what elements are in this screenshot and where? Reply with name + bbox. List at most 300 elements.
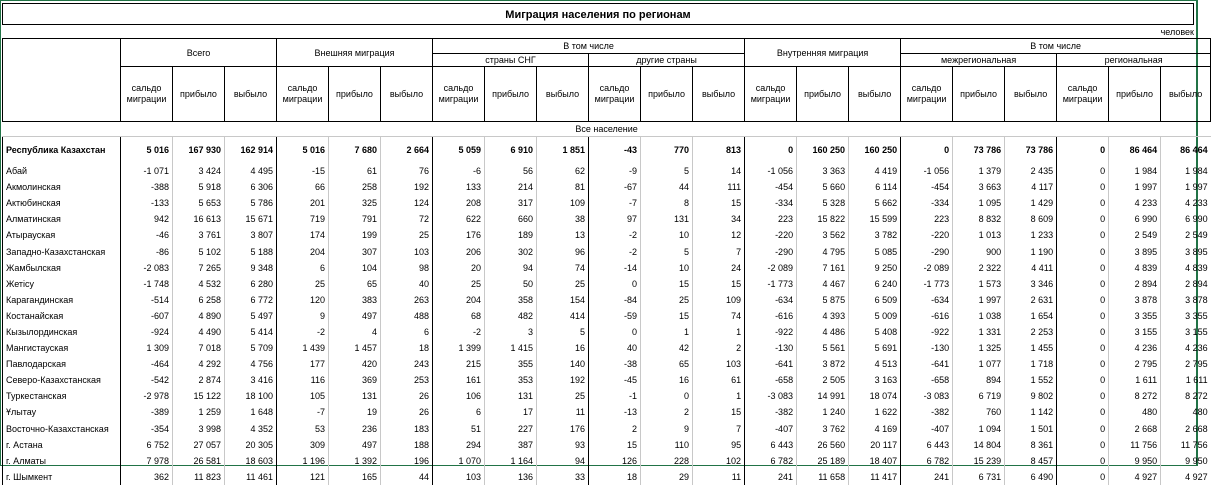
departed-header: выбыло [1005,67,1057,122]
table-cell: 103 [693,356,745,372]
table-cell: 1 379 [953,163,1005,179]
table-cell: 53 [277,421,329,437]
table-cell: 5 691 [849,340,901,356]
table-cell: 18 407 [849,453,901,469]
total-row [3,137,1211,164]
table-cell: -14 [589,260,641,276]
table-cell: 2 668 [1161,421,1211,437]
table-cell: 68 [433,308,485,324]
table-cell: 11 [693,469,745,485]
table-cell: 50 [485,276,537,292]
table-cell: 4 927 [1109,469,1161,485]
table-cell: 2 549 [1161,227,1211,243]
table-cell: 15 122 [173,388,225,404]
table-cell: 111 [693,179,745,195]
region-name: Костанайская [3,308,121,324]
table-cell: 355 [485,356,537,372]
table-cell: -59 [589,308,641,324]
table-cell: -2 [277,324,329,340]
table-cell: -13 [589,404,641,420]
table-row [3,308,1211,324]
table-cell: -2 [589,243,641,259]
table-cell: 0 [1057,243,1109,259]
table-cell: 5 653 [173,195,225,211]
table-cell: 4 169 [849,421,901,437]
table-cell: 6 782 [745,453,797,469]
table-cell: 56 [485,163,537,179]
table-cell: 307 [329,243,381,259]
table-cell: 0 [1057,388,1109,404]
table-cell: 206 [433,243,485,259]
table-cell: 228 [641,453,693,469]
table-cell: 0 [589,276,641,292]
region-name: Восточно-Казахстанская [3,421,121,437]
table-row [3,437,1211,453]
table-cell: 131 [329,388,381,404]
header-other: другие страны [589,54,745,67]
table-cell: -46 [121,227,173,243]
table-cell: 15 [641,308,693,324]
table-cell: -641 [745,356,797,372]
region-name: Алматинская [3,211,121,227]
table-cell: -607 [121,308,173,324]
table-cell: 116 [277,372,329,388]
table-cell: 4 495 [225,163,277,179]
header-cis: страны СНГ [433,54,589,67]
table-cell: 98 [381,260,433,276]
table-cell: 4 490 [173,324,225,340]
table-cell: 1 142 [1005,404,1057,420]
departed-header: выбыло [537,67,589,122]
table-row [3,421,1211,437]
table-cell: 1 501 [1005,421,1057,437]
table-cell: 258 [329,179,381,195]
table-cell: 1 259 [173,404,225,420]
table-cell: -334 [901,195,953,211]
section-label: Все население [3,122,1211,137]
table-cell: 6 443 [901,437,953,453]
table-cell: 387 [485,437,537,453]
table-cell: 11 461 [225,469,277,485]
table-cell: 18 [381,340,433,356]
table-cell: 241 [745,469,797,485]
table-cell: 5 875 [797,292,849,308]
table-cell: 2 631 [1005,292,1057,308]
table-cell: 5 [537,324,589,340]
table-cell: 5 [641,163,693,179]
table-cell: -658 [901,372,953,388]
table-cell: 8 457 [1005,453,1057,469]
table-cell: 4 411 [1005,260,1057,276]
table-cell: -133 [121,195,173,211]
table-cell: 2 549 [1109,227,1161,243]
table-cell: -2 089 [745,260,797,276]
table-cell: 61 [329,163,381,179]
table-cell: 2 [589,421,641,437]
table-cell: -2 [433,324,485,340]
table-cell: -454 [901,179,953,195]
table-cell: 192 [381,179,433,195]
table-cell: 8 272 [1109,388,1161,404]
table-cell: -407 [745,421,797,437]
header-interregional: межрегиональная [901,54,1057,67]
table-cell: 227 [485,421,537,437]
table-cell: 95 [693,437,745,453]
table-row [3,340,1211,356]
table-cell: 2 795 [1161,356,1211,372]
table-cell: -2 083 [121,260,173,276]
header-regional: региональная [1057,54,1211,67]
table-cell: 770 [641,137,693,164]
table-cell: 791 [329,211,381,227]
table-cell: -2 089 [901,260,953,276]
region-name: Кызылординская [3,324,121,340]
table-cell: 6 990 [1161,211,1211,227]
table-cell: 18 [589,469,641,485]
table-cell: -290 [745,243,797,259]
table-cell: -634 [745,292,797,308]
table-cell: 1 [693,388,745,404]
table-cell: 1 094 [953,421,1005,437]
table-cell: 18 074 [849,388,901,404]
table-cell: 17 [485,404,537,420]
table-cell: 4 [329,324,381,340]
table-cell: 0 [1057,292,1109,308]
table-cell: 1 190 [1005,243,1057,259]
table-cell: 9 250 [849,260,901,276]
region-name: Абай [3,163,121,179]
table-cell: 7 [693,243,745,259]
table-cell: 14 804 [953,437,1005,453]
table-row [3,404,1211,420]
departed-header: выбыло [849,67,901,122]
table-cell: 106 [433,388,485,404]
table-cell: -388 [121,179,173,195]
table-row [3,179,1211,195]
arrived-header: прибыло [953,67,1005,122]
table-cell: 62 [537,163,589,179]
table-cell: 44 [641,179,693,195]
table-cell: 18 603 [225,453,277,469]
table-cell: -84 [589,292,641,308]
table-cell: 6 [433,404,485,420]
table-cell: 6 306 [225,179,277,195]
table-cell: -1 773 [745,276,797,292]
table-cell: 160 250 [797,137,849,164]
table-cell: 5 016 [121,137,173,164]
table-cell: 86 464 [1161,137,1211,164]
table-cell: 5 414 [225,324,277,340]
table-cell: -924 [121,324,173,340]
table-cell: 900 [953,243,1005,259]
table-cell: 26 560 [797,437,849,453]
table-cell: 660 [485,211,537,227]
table-cell: -922 [745,324,797,340]
table-row [3,388,1211,404]
table-cell: 0 [641,388,693,404]
table-cell: 0 [1057,324,1109,340]
table-cell: -2 978 [121,388,173,404]
departed-header: выбыло [225,67,277,122]
table-cell: 215 [433,356,485,372]
table-cell: 5 561 [797,340,849,356]
table-cell: 1 997 [1161,179,1211,195]
table-title: Миграция населения по регионам [2,3,1194,25]
table-cell: 2 874 [173,372,225,388]
table-body [3,122,1211,485]
table-cell: 1 552 [1005,372,1057,388]
table-cell: 15 822 [797,211,849,227]
region-name: Актюбинская [3,195,121,211]
table-cell: -922 [901,324,953,340]
table-cell: 0 [1057,211,1109,227]
table-cell: 94 [537,453,589,469]
table-cell: 120 [277,292,329,308]
table-cell: 16 [537,340,589,356]
arrived-header: прибыло [641,67,693,122]
table-cell: 1 [641,324,693,340]
table-cell: 160 250 [849,137,901,164]
arrived-header: прибыло [1109,67,1161,122]
table-cell: 1 455 [1005,340,1057,356]
table-cell: 0 [1057,356,1109,372]
table-cell: 1 654 [1005,308,1057,324]
header-internal: Внутренняя миграция [745,39,901,67]
table-cell: 3 346 [1005,276,1057,292]
table-cell: 10 [641,260,693,276]
table-cell: 24 [693,260,745,276]
table-cell: -1 056 [901,163,953,179]
table-cell: -616 [901,308,953,324]
table-cell: 9 [641,421,693,437]
region-name: Жетісу [3,276,121,292]
table-cell: 3 663 [953,179,1005,195]
table-cell: 199 [329,227,381,243]
table-cell: 0 [1057,404,1109,420]
table-cell: 0 [1057,179,1109,195]
table-cell: 1 718 [1005,356,1057,372]
table-cell: 1 070 [433,453,485,469]
table-cell: -43 [589,137,641,164]
region-name: Туркестанская [3,388,121,404]
table-cell: 14 991 [797,388,849,404]
table-row [3,453,1211,469]
table-cell: 2 505 [797,372,849,388]
saldo-header: сальдо миграции [589,67,641,122]
table-cell: 0 [1057,469,1109,485]
table-cell: 192 [537,372,589,388]
table-cell: 480 [1109,404,1161,420]
table-cell: 0 [1057,195,1109,211]
table-cell: 1 439 [277,340,329,356]
table-cell: 5 016 [277,137,329,164]
arrived-header: прибыло [329,67,381,122]
table-cell: 15 [589,437,641,453]
table-cell: 20 [433,260,485,276]
table-cell: 15 [641,276,693,292]
table-cell: 2 894 [1161,276,1211,292]
table-cell: 16 613 [173,211,225,227]
table-cell: 11 823 [173,469,225,485]
table-cell: 6 [381,324,433,340]
table-cell: 480 [1161,404,1211,420]
table-cell: 42 [641,340,693,356]
table-cell: 3 163 [849,372,901,388]
region-name: Республика Казахстан [3,137,121,164]
table-cell: 25 [537,388,589,404]
table-cell: 131 [485,388,537,404]
table-cell: 74 [537,260,589,276]
table-cell: 369 [329,372,381,388]
table-row [3,163,1211,179]
table-cell: 1 457 [329,340,381,356]
table-cell: 1 325 [953,340,1005,356]
table-cell: 1 038 [953,308,1005,324]
table-cell: 2 795 [1109,356,1161,372]
table-cell: 3 761 [173,227,225,243]
table-cell: 8 272 [1161,388,1211,404]
table-cell: -514 [121,292,173,308]
table-cell: 420 [329,356,381,372]
region-name: Жамбылская [3,260,121,276]
table-cell: 25 [277,276,329,292]
table-cell: -2 [589,227,641,243]
table-cell: 3 998 [173,421,225,437]
table-cell: 6 910 [485,137,537,164]
table-cell: 3 355 [1161,308,1211,324]
table-cell: 9 [277,308,329,324]
header-total: Всего [121,39,277,67]
table-cell: 6 240 [849,276,901,292]
table-cell: -15 [277,163,329,179]
table-cell: 161 [433,372,485,388]
table-cell: 6 990 [1109,211,1161,227]
table-cell: 1 984 [1161,163,1211,179]
table-cell: 3 424 [173,163,225,179]
table-cell: 76 [381,163,433,179]
table-cell: 0 [1057,227,1109,243]
table-cell: 6 443 [745,437,797,453]
table-cell: 20 305 [225,437,277,453]
table-cell: 9 348 [225,260,277,276]
table-cell: -1 071 [121,163,173,179]
table-cell: -130 [901,340,953,356]
table-cell: 9 950 [1109,453,1161,469]
table-cell: -542 [121,372,173,388]
table-cell: 44 [381,469,433,485]
table-cell: 2 [693,340,745,356]
table-cell: 383 [329,292,381,308]
table-header [3,39,1211,122]
table-cell: 188 [381,437,433,453]
table-cell: 3 878 [1161,292,1211,308]
table-cell: 1 997 [1109,179,1161,195]
table-cell: 2 894 [1109,276,1161,292]
table-cell: -45 [589,372,641,388]
arrived-header: прибыло [173,67,225,122]
table-cell: 61 [693,372,745,388]
table-cell: 25 [641,292,693,308]
table-cell: -1 748 [121,276,173,292]
table-cell: 15 239 [953,453,1005,469]
table-cell: 302 [485,243,537,259]
table-cell: 760 [953,404,1005,420]
table-cell: -7 [277,404,329,420]
departed-header: выбыло [693,67,745,122]
table-cell: 223 [901,211,953,227]
table-cell: 103 [381,243,433,259]
table-cell: -1 056 [745,163,797,179]
table-cell: 26 581 [173,453,225,469]
table-cell: 15 [693,404,745,420]
table-row [3,211,1211,227]
table-cell: 2 253 [1005,324,1057,340]
table-cell: 176 [433,227,485,243]
table-cell: 177 [277,356,329,372]
region-name: г. Шымкент [3,469,121,485]
departed-header: выбыло [381,67,433,122]
table-cell: 124 [381,195,433,211]
table-cell: 29 [641,469,693,485]
table-cell: -3 083 [901,388,953,404]
table-cell: 102 [693,453,745,469]
table-cell: 362 [121,469,173,485]
table-cell: 33 [537,469,589,485]
table-cell: 0 [1057,372,1109,388]
table-cell: 4 795 [797,243,849,259]
table-cell: 1 013 [953,227,1005,243]
migration-table [2,38,1211,485]
table-cell: 3 895 [1109,243,1161,259]
table-cell: 1 [693,324,745,340]
table-cell: -38 [589,356,641,372]
table-cell: 1 164 [485,453,537,469]
table-row [3,292,1211,308]
table-cell: 813 [693,137,745,164]
table-cell: -334 [745,195,797,211]
saldo-header: сальдо миграции [433,67,485,122]
table-cell: 196 [381,453,433,469]
header-external: Внешняя миграция [277,39,433,67]
region-name: Мангистауская [3,340,121,356]
table-cell: 3 807 [225,227,277,243]
table-cell: 11 756 [1109,437,1161,453]
table-cell: 4 839 [1161,260,1211,276]
table-cell: 6 752 [121,437,173,453]
table-cell: 26 [381,388,433,404]
table-cell: -454 [745,179,797,195]
table-cell: 1 233 [1005,227,1057,243]
table-cell: 6 114 [849,179,901,195]
table-cell: 103 [433,469,485,485]
table-cell: 81 [537,179,589,195]
table-cell: 40 [589,340,641,356]
table-cell: 8 832 [953,211,1005,227]
table-cell: 97 [589,211,641,227]
table-cell: 4 352 [225,421,277,437]
table-cell: 243 [381,356,433,372]
table-cell: 5 [641,243,693,259]
table-cell: 488 [381,308,433,324]
table-cell: 8 609 [1005,211,1057,227]
table-cell: 176 [537,421,589,437]
table-cell: 189 [485,227,537,243]
table-cell: 167 930 [173,137,225,164]
table-cell: 1 611 [1161,372,1211,388]
table-cell: 7 018 [173,340,225,356]
table-row [3,356,1211,372]
table-cell: 0 [1057,340,1109,356]
